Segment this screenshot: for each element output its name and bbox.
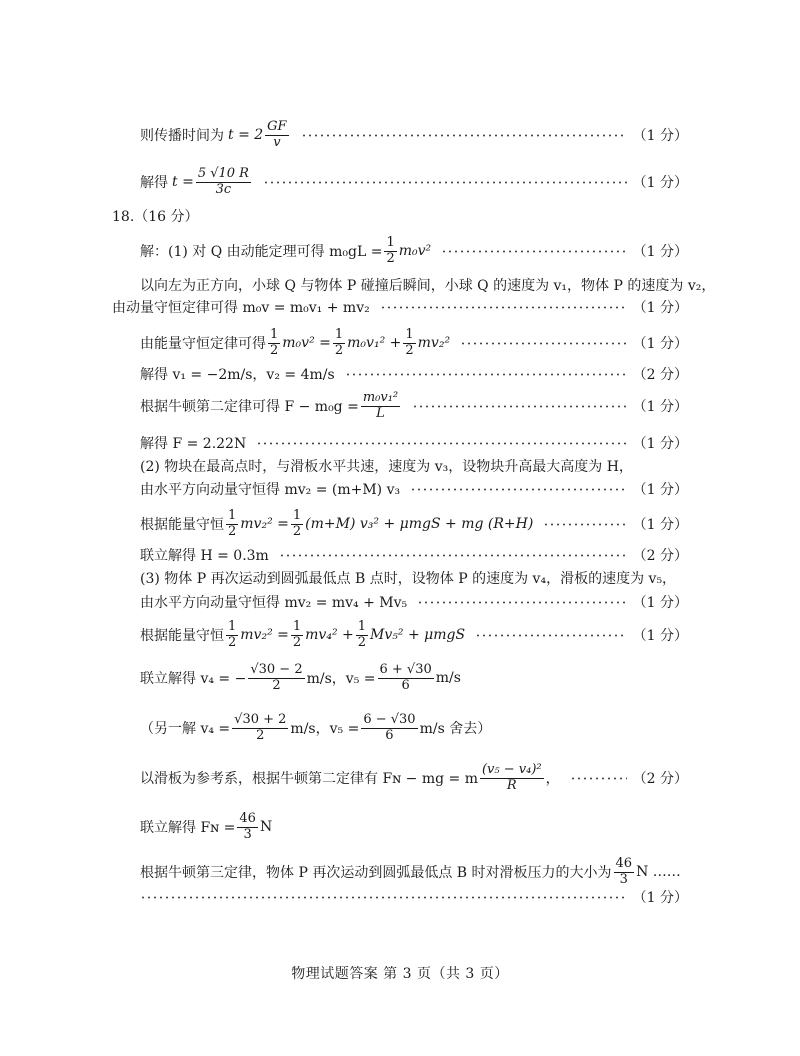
math-expression: t = 2	[228, 127, 264, 144]
score-label: （2 分）	[632, 771, 688, 788]
math-expression: m₀v²	[398, 243, 432, 260]
fraction: $\frac{\text{(v₅ − v₄)²}}{R}$	[481, 762, 542, 793]
leader-dots	[543, 523, 626, 526]
answer-text: (2) 物块在最高点时，与滑板水平共速，速度为 v₃，设物块升高最大高度为 H，	[140, 459, 633, 475]
leader-dots	[380, 306, 627, 309]
leader-dots	[301, 134, 627, 137]
math-expression: m₀v² =	[282, 335, 331, 352]
math-expression: m/s，v₅ =	[306, 671, 376, 688]
answer-line	[140, 509, 688, 540]
line-text: 解得	[140, 175, 168, 192]
fraction: $\frac{√30 + 2}{2}$	[234, 712, 287, 743]
answer-line	[140, 857, 688, 888]
fraction: $\frac{1}{2}$	[386, 235, 395, 266]
leader-dots	[140, 896, 627, 899]
fraction: $\frac{6 - √30}{6}$	[363, 712, 416, 743]
score-label: （1 分）	[632, 890, 688, 906]
line-text: 根据能量守恒	[140, 517, 224, 534]
answer-text: (3) 物体 P 再次运动到圆弧最低点 B 点时，设物体 P 的速度为 v₄，滑板的速度为 v₅，	[140, 571, 677, 587]
answer-line	[140, 236, 688, 267]
score-label: （1 分）	[632, 300, 688, 316]
score-label: （1 分）	[632, 399, 688, 416]
fraction: $\frac{1}{2}$	[228, 619, 237, 650]
leader-dots	[345, 373, 627, 376]
answer-line	[140, 167, 688, 198]
math-expression: m/s，v₅ =	[290, 721, 360, 738]
answer-line	[140, 592, 688, 612]
score-label: （1 分）	[632, 595, 688, 611]
fraction: $\frac{5 √10 R}{3c}$	[197, 166, 249, 197]
leader-dots	[412, 405, 627, 408]
math-expression: Mv₅² + μmgS	[370, 627, 466, 644]
math-expression: m/s	[435, 670, 461, 687]
math-expression: m₀v₁² +	[347, 335, 402, 352]
line-text: 由动量守恒定律可得 m₀v = m₀v₁ + mv₂	[112, 300, 370, 316]
fraction: $\frac{1}{2}$	[357, 619, 367, 650]
math-expression: ，	[545, 771, 560, 788]
answer-line	[140, 812, 688, 843]
math-expression: t =	[172, 174, 194, 191]
answer-line	[140, 120, 688, 151]
fraction: $\frac{√30 - 2}{2}$	[250, 662, 303, 693]
leader-dots	[279, 554, 627, 557]
question-heading: 18.（16 分）	[112, 209, 199, 225]
fraction: $\frac{GF}{v}$	[267, 119, 287, 150]
math-expression: mv₂² =	[240, 627, 289, 644]
leader-dots	[256, 442, 626, 445]
score-label: （1 分）	[632, 128, 688, 145]
line-text: 联立解得 v₄ = −	[140, 671, 247, 688]
line-text: （另一解 v₄ =	[140, 721, 231, 738]
fraction: $\frac{1}{2}$	[228, 508, 237, 539]
leader-dots	[570, 777, 627, 780]
fraction: $\frac{\text{m₀v₁²}}{L}$	[362, 390, 399, 421]
fraction: $\frac{46}{3}$	[615, 856, 633, 887]
score-label: （1 分）	[632, 244, 688, 261]
answer-line	[140, 763, 688, 794]
leader-dots	[263, 181, 627, 184]
fraction: $\frac{1}{2}$	[292, 619, 302, 650]
score-label: （1 分）	[632, 517, 688, 534]
line-text: 则传播时间为	[140, 128, 224, 145]
score-label: （1 分）	[632, 482, 688, 498]
score-label: （2 分）	[632, 548, 688, 564]
leader-dots	[460, 342, 627, 345]
fraction: $\frac{1}{2}$	[292, 508, 302, 539]
line-text: 由能量守恒定律可得	[140, 336, 266, 353]
score-label: （1 分）	[632, 436, 688, 452]
answer-line	[140, 887, 688, 907]
answer-line	[140, 433, 688, 453]
line-text: 由水平方向动量守恒得 mv₂ = mv₄ + Mv₅	[140, 595, 408, 611]
fraction: $\frac{1}{2}$	[334, 327, 344, 358]
answer-line	[112, 297, 688, 317]
fraction: $\frac{1}{2}$	[270, 327, 279, 358]
answer-line	[140, 545, 688, 565]
math-expression: mv₂²	[417, 335, 451, 352]
math-expression: mv₄² +	[305, 627, 354, 644]
score-label: （2 分）	[632, 367, 688, 383]
math-expression: N ……	[636, 864, 681, 881]
line-text: 根据牛顿第二定律可得 F − m₀g =	[140, 399, 359, 416]
line-text: 联立解得 H = 0.3m	[140, 548, 269, 564]
score-label: （1 分）	[632, 628, 688, 645]
answer-line	[140, 479, 688, 499]
line-text: 解得 v₁ = −2m/s，v₂ = 4m/s	[140, 367, 335, 383]
answer-line	[140, 663, 688, 694]
leader-dots	[475, 634, 627, 637]
answer-line	[140, 364, 688, 384]
math-expression: N	[259, 819, 273, 836]
answer-line	[140, 713, 688, 744]
fraction: $\frac{46}{3}$	[239, 811, 256, 842]
answer-line	[140, 391, 688, 422]
fraction: $\frac{1}{2}$	[405, 327, 414, 358]
math-expression: mv₂² =	[240, 516, 289, 533]
line-text: 联立解得 Fɴ =	[140, 820, 236, 837]
leader-dots	[410, 488, 627, 491]
line-text: 解得 F = 2.22N	[140, 436, 247, 452]
line-text: 以滑板为参考系，根据牛顿第二定律有 Fɴ − mg = m	[140, 771, 478, 788]
score-label: （1 分）	[632, 175, 688, 192]
math-expression: (m+M) v₃² + μmgS + mg (R+H)	[305, 516, 534, 533]
line-text: 根据能量守恒	[140, 628, 224, 645]
answer-line	[140, 620, 688, 651]
answer-line	[140, 328, 688, 359]
answer-text: 以向左为正方向，小球 Q 与物体 P 碰撞后瞬间，小球 Q 的速度为 v₁，物体 P 的速度为 v₂，	[140, 278, 716, 294]
line-text: 由水平方向动量守恒得 mv₂ = (m+M) v₃	[140, 482, 401, 498]
score-label: （1 分）	[632, 336, 688, 353]
line-text: 根据牛顿第三定律，物体 P 再次运动到圆弧最低点 B 时对滑板压力的大小为	[140, 865, 612, 882]
line-text: 解：(1) 对 Q 由动能定理可得 m₀gL =	[140, 244, 383, 261]
fraction: $\frac{6 + √30}{6}$	[379, 662, 432, 693]
leader-dots	[441, 250, 627, 253]
page-footer: 物理试题答案 第 3 页（共 3 页）	[291, 966, 509, 982]
leader-dots	[417, 601, 626, 604]
math-expression: m/s 舍去）	[419, 721, 492, 738]
